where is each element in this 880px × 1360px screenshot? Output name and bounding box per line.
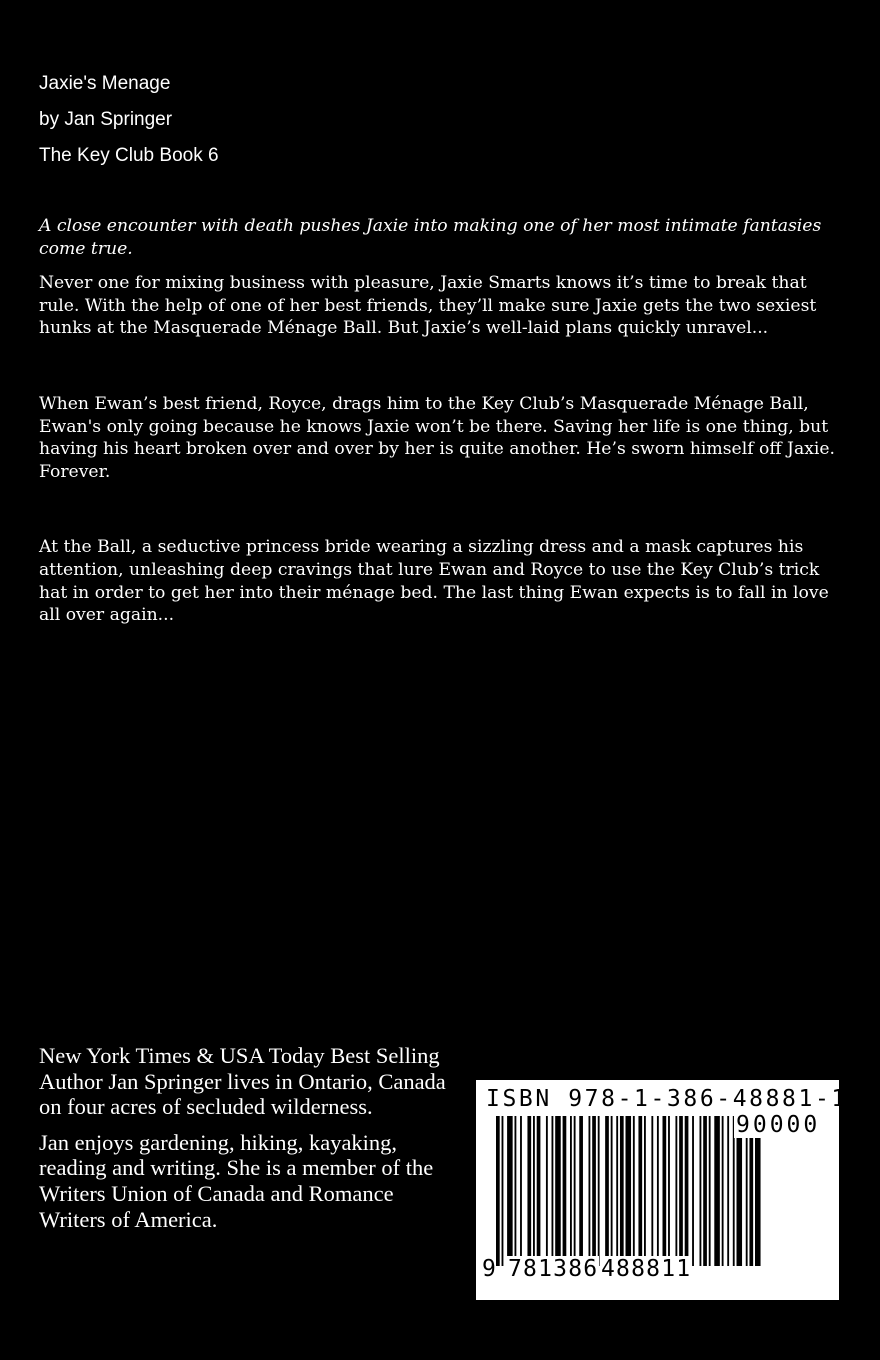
barcode-bar [733,1116,735,1266]
barcode-bar [668,1116,670,1266]
barcode-bar [527,1116,531,1266]
barcode-bar [555,1116,561,1266]
barcode-bar [675,1116,677,1266]
barcode-right-digits: 488811 [601,1256,692,1282]
barcode-bar [520,1116,522,1266]
barcode-bar [579,1116,583,1266]
bio-paragraph: Jan enjoys gardening, hiking, kayaking, reading and writing. She is a member of the Writers Union of Canada and Romance Writers of America. [39,1129,434,1232]
bio-paragraph: New York Times & USA Today Best Selling Author Jan Springer lives in Ontario, Canada on four acres of secluded wilderness. [39,1043,446,1120]
book-blurb [39,215,849,627]
blurb-paragraph: When Ewan’s best friend, Royce, drags him to the Key Club’s Masquerade Ménage Ball, Ewan's only going because he knows Jaxie won’t be there. Saving her life is one thing, but having his heart broken over and over by her is quite another. He’s sworn himself off Jaxie. Forever. [39,393,836,482]
barcode-bar [496,1116,500,1266]
barcode-bar [692,1116,694,1266]
blurb-tagline: A close encounter with death pushes Jaxie into making one of her most intimate fantasies come true. [39,216,822,259]
barcode-bar [533,1116,535,1266]
barcode-bar [679,1116,683,1266]
barcode-bar [598,1116,600,1266]
book-title: Jaxie's Menage [39,73,171,94]
barcode-bar [755,1116,761,1266]
isbn-label: ISBN 978-1-386-48881-1 [486,1086,848,1112]
barcode-bar [616,1116,618,1266]
barcode-bar [574,1116,576,1266]
barcode-bar [749,1116,753,1266]
barcode-bar [657,1116,659,1266]
barcode-bar [502,1116,504,1266]
barcode-bar [537,1116,541,1266]
barcode-bar [589,1116,591,1266]
barcode-bar [611,1116,613,1266]
barcode-bar [722,1116,724,1266]
barcode-bar [737,1116,743,1266]
blurb-paragraph: Never one for mixing business with pleasure, Jaxie Smarts knows it’s time to break that rule. With the help of one of her best friends, they’ll make sure Jaxie gets the two sexiest hunks at the Masquerade Ménage Ball. But Jaxie’s well-laid plans quickly unravel... [39,273,817,339]
barcode-bar [727,1116,729,1266]
barcode-bar [685,1116,689,1266]
barcode-bar [700,1116,702,1266]
barcode-bar [507,1116,513,1266]
barcode-bar [605,1116,609,1266]
isbn-barcode [476,1080,848,1300]
barcode-bar [663,1116,667,1266]
blurb-paragraph: At the Ball, a seductive princess bride wearing a sizzling dress and a mask captures his attention, unleashing deep cravings that lure Ewan and Royce to use the Key Club’s trick hat in order to get her into their ménage bed. The last thing Ewan expects is to fall in love all over again... [39,537,829,626]
barcode-bar [620,1116,624,1266]
barcode-bar [714,1116,720,1266]
barcode-bar [709,1116,711,1266]
author-bio [39,1043,459,1232]
book-author: by Jan Springer [39,109,173,130]
barcode-bar [546,1116,548,1266]
barcode-bar [638,1116,642,1266]
book-header [39,72,219,180]
barcode-bar [563,1116,567,1266]
barcode-first-digit: 9 [482,1256,496,1282]
barcode-left-digits: 781386 [508,1256,599,1282]
barcode-bar [570,1116,572,1266]
barcode-bar [644,1116,646,1266]
barcode-bar [633,1116,635,1266]
barcode-bar [703,1116,707,1266]
barcode-bar [626,1116,632,1266]
barcode-bar [592,1116,596,1266]
barcode-bar [515,1116,517,1266]
barcode-bar [746,1116,748,1266]
barcode-bar [552,1116,554,1266]
book-series: The Key Club Book 6 [39,145,219,166]
price-code: 90000 [736,1112,821,1138]
barcode-bar [651,1116,653,1266]
